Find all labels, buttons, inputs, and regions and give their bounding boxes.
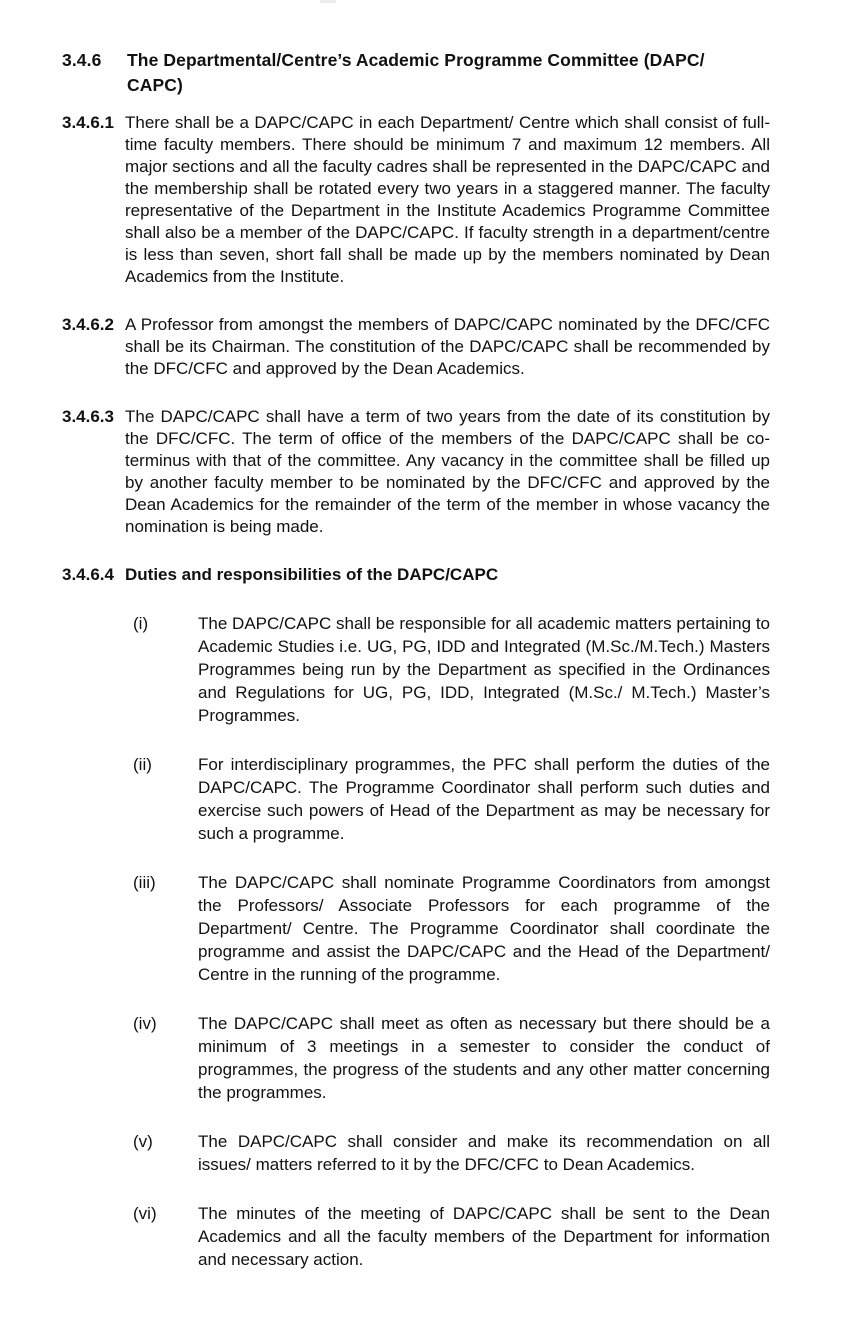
duty-item-iv — [133, 1012, 770, 1104]
section-title: The Departmental/Centre’s Academic Programme Committee (DAPC/ CAPC) — [127, 50, 705, 95]
list-item-text: The DAPC/CAPC shall nominate Programme Coordinators from amongst the Professors/ Associate Professors for each programme of the Department/ Centre. The Programme Coordinator shall coordinate the programme and assist the DAPC/CAPC and the Head of the Department/ Centre in the running of the programme. — [198, 873, 770, 984]
scan-artifact — [320, 0, 336, 3]
list-item-marker: (ii) — [133, 755, 152, 774]
clause-number: 3.4.6.1 — [62, 113, 114, 132]
duty-item-ii — [133, 753, 770, 845]
subheading-number: 3.4.6.4 — [62, 565, 114, 584]
list-item-text: The DAPC/CAPC shall be responsible for all academic matters pertaining to Academic Studies i.e. UG, PG, IDD and Integrated (M.Sc./M.Tech.) Masters Programmes being run by the Department as specified in the Ordinances and Regulations for UG, PG, IDD, Integrated (M.Sc./ M.Tech.) Master’s Programmes. — [198, 614, 770, 725]
clause-3-4-6-1 — [62, 112, 770, 288]
subheading-3-4-6-4 — [62, 564, 770, 586]
list-item-marker: (iii) — [133, 873, 156, 892]
list-item-marker: (v) — [133, 1132, 153, 1151]
list-item-text: The minutes of the meeting of DAPC/CAPC shall be sent to the Dean Academics and all the faculty members of the Department for information and necessary action. — [198, 1204, 770, 1269]
duties-list — [133, 612, 770, 1271]
clause-number: 3.4.6.3 — [62, 407, 114, 426]
list-item-marker: (i) — [133, 614, 149, 633]
duty-item-iii — [133, 871, 770, 986]
list-item-text: The DAPC/CAPC shall consider and make its recommendation on all issues/ matters referred to it by the DFC/CFC to Dean Academics. — [198, 1132, 770, 1174]
clause-text: The DAPC/CAPC shall have a term of two years from the date of its constitution by the DFC/CFC. The term of office of the members of the DAPC/CAPC shall be co-terminus with that of the committee. Any vacancy in the committee shall be filled up by another faculty member to be nominated by the DFC/CFC and approved by the Dean Academics for the remainder of the term of the member in whose vacancy the nomination is being made. — [125, 407, 770, 536]
duty-item-v — [133, 1130, 770, 1176]
list-item-text: For interdisciplinary programmes, the PFC shall perform the duties of the DAPC/CAPC. The Programme Coordinator shall perform such duties and exercise such powers of Head of the Department as may be necessary for such a programme. — [198, 755, 770, 843]
duty-item-vi — [133, 1202, 770, 1271]
clause-text: A Professor from amongst the members of DAPC/CAPC nominated by the DFC/CFC shall be its Chairman. The constitution of the DAPC/CAPC shall be recommended by the DFC/CFC and approved by the Dean Academics. — [125, 315, 770, 378]
clause-text: There shall be a DAPC/CAPC in each Department/ Centre which shall consist of full-time faculty members. There should be minimum 7 and maximum 12 members. All major sections and all the faculty cadres shall be represented in the DAPC/CAPC and the membership shall be rotated every two years in a staggered manner. The faculty representative of the Department in the Institute Academics Programme Committee shall also be a member of the DAPC/CAPC. If faculty strength in a department/centre is less than seven, short fall shall be made up by the members nominated by Dean Academics from the Institute. — [125, 113, 770, 286]
clause-3-4-6-3 — [62, 406, 770, 538]
section-number: 3.4.6 — [62, 50, 102, 70]
clause-3-4-6-2 — [62, 314, 770, 380]
list-item-marker: (iv) — [133, 1014, 157, 1033]
list-item-marker: (vi) — [133, 1204, 157, 1223]
list-item-text: The DAPC/CAPC shall meet as often as necessary but there should be a minimum of 3 meetings in a semester to consider the conduct of programmes, the progress of the students and any other matter concerning the programmes. — [198, 1014, 770, 1102]
duty-item-i — [133, 612, 770, 727]
clause-number: 3.4.6.2 — [62, 315, 114, 334]
subheading-title: Duties and responsibilities of the DAPC/CAPC — [125, 565, 499, 584]
section-heading — [62, 48, 770, 98]
